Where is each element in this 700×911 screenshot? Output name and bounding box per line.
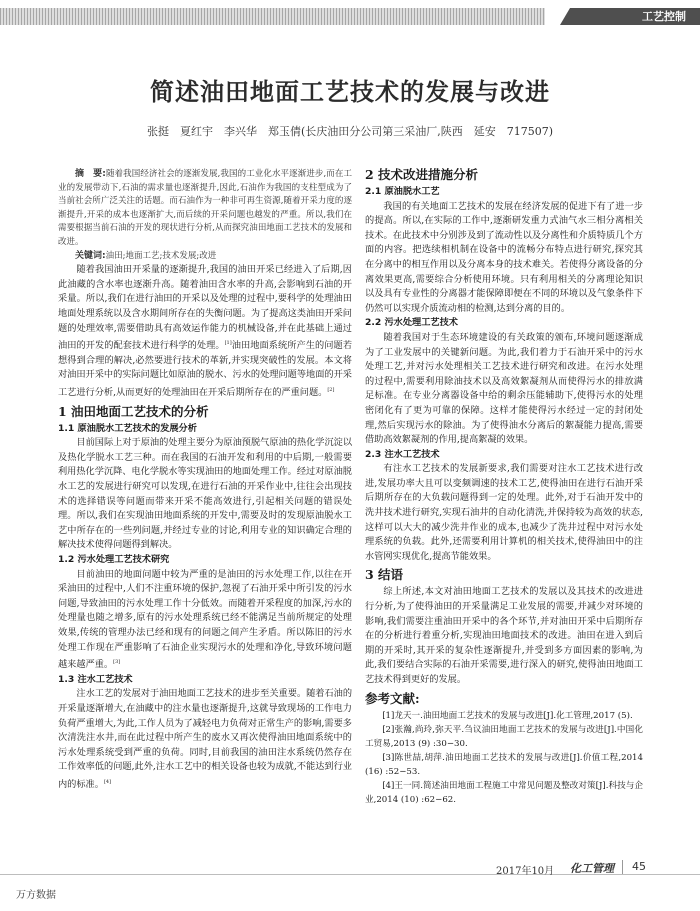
authors: 张挺 夏红宇 李兴华 郑玉倩(长庆油田分公司第三采油厂,陕西 延安 717507) [146,125,554,138]
citation: [3] [113,659,121,666]
header-stripe [0,8,545,25]
section-heading: 3 结语 [365,567,404,583]
reference-list [365,709,643,807]
right-column [365,164,643,807]
footer-separator [622,860,623,874]
keywords [58,250,352,264]
subsection-heading: 1.3 注水工艺技术 [58,673,133,685]
body-paragraph: 随着我国对于生态环境建设的有关政策的颁布,环境问题逐渐成为了工业发展中的关键新问题。为此,我们着力于石油开采中的污水处理工艺,并对污水处理相关工艺技术进行研究和改进。在污水处理的过程中,需要利用除油技术以及高效絮凝剂从而使得污水的排放满足标准。在专业分离器设备中给的剩余压能辅助下,使得污水的处理密闭化有了更为可靠的保障。这样才能使得污水经过一定的封闭处理,然后实现污水的除油。为了使得油水分离后的絮凝能力提高,需要借助高效絮凝剂的作用,提高絮凝的效果。 [365,331,643,446]
keywords-text: 油田;地面工艺;技术发展;改进 [105,250,217,261]
subsection-heading: 2.2 污水处理工艺技术 [365,317,458,329]
subsection-heading: 1.2 污水处理工艺技术研究 [58,553,170,565]
abstract-label: 摘 要: [75,169,106,179]
magazine-name: 化工管理 [570,862,614,875]
reference-item: [4]王一同.简述油田地面工程施工中常见问题及整改对策[J].科技与企业,2014 (10) :62−62. [365,780,643,805]
body-paragraph: 目前油田的地面问题中较为严重的是油田的污水处理工作,以往在开采油田的过程中,人们不注重环境的保护,忽视了石油开采中所引发的污水问题,导致油田的污水处理工作十分低效。而随着开采程度的加深,污水的处理量也随之增多,原有的污水处理系统已经不能满足当前所规定的处理效果,传统的管理办法已经和现有的问题之间产生矛盾。所以陈旧的污水处理工作现在严重影响了石油企业实现污水的处理和净化,导致环境问题越来越严重。[3] [58,568,352,671]
subsection-heading: 2.3 注水工艺技术 [365,448,440,460]
body-paragraph: 有注水工艺技术的发展新要求,我们需要对注水工艺技术进行改进,发展功率大且可以变频调速的技术工艺,使得油田在进行石油开采后期所存在的大负载问题得到一定的处理。此外,对于石油开发中的洗井技术进行研究,实现石油井的自动化清洗,并保持较为高效的状态,这样可以大大的减少洗井作业的成本,也减少了洗井过程中对污水处理系统的负载。此外,还需要利用计算机的相关技术,使得油田中的注水管网实现优化,提高节能效果。 [365,463,643,562]
citation: [2] [327,386,335,393]
subsection-heading: 2.1 原油脱水工艺 [365,186,440,197]
citation: [4] [103,778,112,785]
body-paragraph: 综上所述,本文对油田地面工艺技术的发展以及其技术的改进进行分析,为了使得油田的开采量满足工业发展的需要,并减少对环境的影响,我们需要注重油田开采中的各个环节,并对油田开采中后期所存在的分析进行着重分析,实现油田地面技术的改进。油田在进入到后期的开采时,其开采的复杂性逐渐提升,并受到多方面因素的影响,为此,我们要结合实际的石油开采需要,进行深入的研究,使得油田地面工艺技术得到更好的发展。 [365,586,643,685]
reference-item: [2]张瀚,尚玲,弥天平.刍议油田地面工艺技术的发展与改进[J].中国化工贸易,2013 (9) :30−30. [365,724,643,749]
subsection-heading: 1.1 原油脱水工艺技术的发展分析 [58,422,197,434]
reference-item: [1]龙天一.油田地面工艺技术的发展与改进[J].化工管理,2017 (5). [382,710,633,721]
body-paragraph: 目前国际上对于原油的处理主要分为原油预脱气原油的热化学沉淀以及热化学脱水工艺三种。而在我国的石油开发和利用的中后期,一般需要利用热化学沉降、电化学脱水等实现油田的地面处理工作。经过对原油脱水工艺的发展进行研究可以发现,在进行石油的开采作业中,往往会出现技术的选择错误等问题而带来开采不能高效进行,引起相关问题的错误处理。所以,我们在实现油田地面系统的开发中,需要及时的发现原油脱水工艺中所存在的一些列问题,并经过专业的讨论,利用专业的知识确定合理的解决技术使得问题得到解决。 [58,437,353,551]
keywords-label: 关键词: [75,250,106,261]
abstract [58,168,352,250]
body-paragraph: 注水工艺的发展对于油田地面工艺技术的进步至关重要。随着石油的开采量逐渐增大,在油藏中的注水量也逐渐提升,这就导致现场的工作电力负荷严重增大,为此,工作人员为了减轻电力负荷对正常生产的影响,需要多次清洗注水井,而在此过程中所产生的废水又再次使得油田地面系统中的污水处理系统受到严重的负荷。同时,目前我国的油田注水系统仍然存在工作效率低的问题,此外,注水工艺中的相关设备也较为成就,不能达到行业内的标准。[4] [58,688,353,790]
section-heading: 1 油田地面工艺技术的分析 [58,403,209,419]
page-number: 45 [632,860,646,873]
article-title: 简述油田地面工艺技术的发展与改进 [150,78,550,106]
source-watermark: 万方数据 [16,890,56,901]
left-column [58,168,352,793]
reference-item: [3]陈世喆,胡萍.油田地面工艺技术的发展与改进[J].价值工程,2014 (16) :52−53. [365,752,643,777]
issue-date: 2017年10月 [496,866,555,877]
abstract-text: 随着我国经济社会的逐渐发展,我国的工业化水平逐渐进步,而在工业的发展带动下,石油的需求量也逐渐提升,因此,石油作为我国的支柱型成为了当前社会所广泛关注的话题。而石油作为一种非可再生资源,随着开采力度的逐渐提升,开采的成本也逐渐扩大,而后续的开采问题也越发的严重。所以,我们在需要根据当前石油的开发的现状进行分析,从而探究油田地面工艺技术的发展和改进。 [58,169,352,247]
intro-paragraph: 随着我国油田开采量的逐渐提升,我国的油田开采已经进入了后期,因此油藏的含水率也逐渐升高。随着油田含水率的升高,会影响到石油的开采量。所以,我们在进行油田的开采以及处理的过程中,要科学的处理油田地面处理系统以及含水期间所存在的失衡问题。为了提高这类油田开采问题的处理效率,需要借助具有高效运作能力的机械设备,并在此基础上通过油田的开发的配套技术进行科学的处理。[1]油田地面系统所产生的问题若想得到合理的解决,必然要进行技术的革新,并实现突破性的发展。本文将对油田开采中的实际问题比如原油的脱水、污水的处理问题等地面的开采工艺进行分析,从而更好的处理油田在开采后期所存在的严重问题。[2] [58,264,353,399]
citation: [1] [224,340,232,347]
references-heading: 参考文献: [365,690,420,706]
section-heading: 2 技术改进措施分析 [365,167,479,182]
section-header-bar [0,8,700,25]
section-label: 工艺控制 [560,8,700,25]
body-paragraph: 我国的有关地面工艺技术的发展在经济发展的促进下有了进一步的提高。所以,在实际的工作中,逐渐研发重力式油气水三相分离相关技术。在此技术中分别涉及到了流动性以及分离性和介质特质几个方面的内容。把选续相机制在设备中的流畅分布特点进行研究,探究其在分离中的相互作用以及分离本身的技术难关。若使得分离设备的分离效果更高,需要综合分析使用环境。只有利用相关的分离理论知识以及具有专业性的分离器才能保障即便在不同的环境以及气象条件下仍然可以实现介质流动相的检测,达到分离的目的。 [365,200,643,314]
